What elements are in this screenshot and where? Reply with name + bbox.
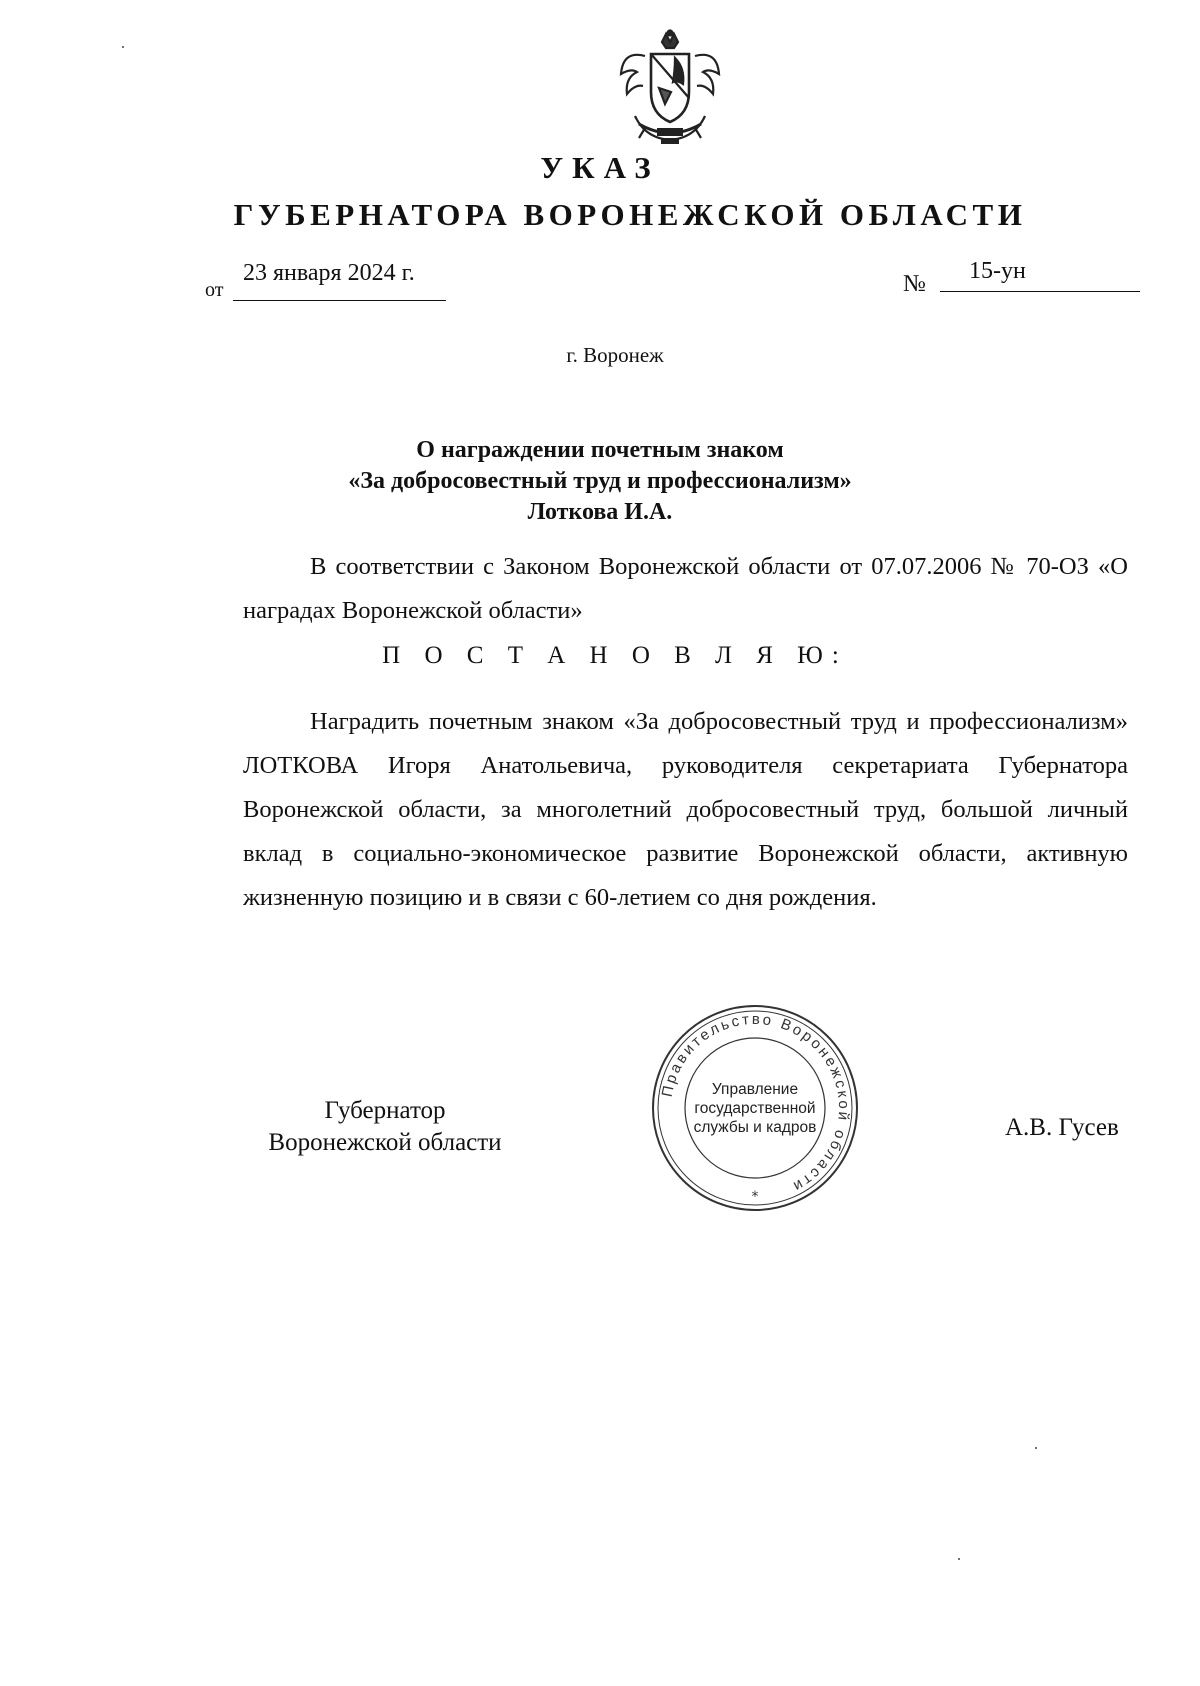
date-underline (233, 300, 446, 301)
document-date: 23 января 2024 г. (243, 260, 415, 286)
heading-line-2: «За добросовестный труд и профессионализм» (348, 468, 852, 494)
scan-speck (122, 46, 124, 48)
number-underline (940, 291, 1140, 292)
heading-line-3: Лоткова И.А. (527, 499, 673, 525)
stamp-inner-line-2: государственной (694, 1100, 816, 1117)
order-paragraph (243, 700, 1128, 920)
stamp-inner-text (680, 1080, 830, 1137)
signatory-title-line-2: Воронежской области (268, 1129, 502, 1156)
preamble-paragraph (243, 545, 1128, 633)
date-prefix: от (205, 279, 224, 301)
stamp-outer-text: Правительство Воронежской области (658, 1010, 853, 1196)
heading-line-1: О награждении почетным знаком (416, 437, 784, 463)
preamble-text: В соответствии с Законом Воронежской области от 07.07.2006 № 70-ОЗ «О наградах Воронежской области» (243, 553, 1128, 624)
scan-speck (958, 1558, 960, 1560)
signatory-title-line-1: Губернатор (324, 1097, 446, 1124)
signatory-name: А.В. Гусев (1005, 1114, 1119, 1141)
svg-text:*: * (751, 1189, 759, 1205)
stamp-inner-line-3: службы и кадров (693, 1119, 817, 1136)
document-subtitle: ГУБЕРНАТОРА ВОРОНЕЖСКОЙ ОБЛАСТИ (233, 197, 1027, 232)
number-prefix: № (903, 271, 926, 297)
document-number: 15-ун (969, 258, 1026, 284)
coat-of-arms-emblem (615, 28, 725, 156)
decree-heading (300, 435, 900, 528)
city-label: г. Воронеж (566, 343, 664, 367)
decree-word: П О С Т А Н О В Л Я Ю: (382, 642, 848, 669)
order-text: Наградить почетным знаком «За добросовестный труд и профессионализм» ЛОТКОВА Игоря Анатольевича, руководителя секретариата Губернатора Воронежской области, за многолетний добросовестный труд, большой личный вклад в социально-экономическое развитие Воронежской области, активную жизненную позицию и в связи с 60-летием со дня рождения. (243, 708, 1128, 911)
stamp-inner-line-1: Управление (711, 1081, 799, 1098)
scan-speck (1035, 1447, 1037, 1449)
signatory-title (245, 1095, 525, 1159)
document-title: УКАЗ (540, 150, 660, 185)
